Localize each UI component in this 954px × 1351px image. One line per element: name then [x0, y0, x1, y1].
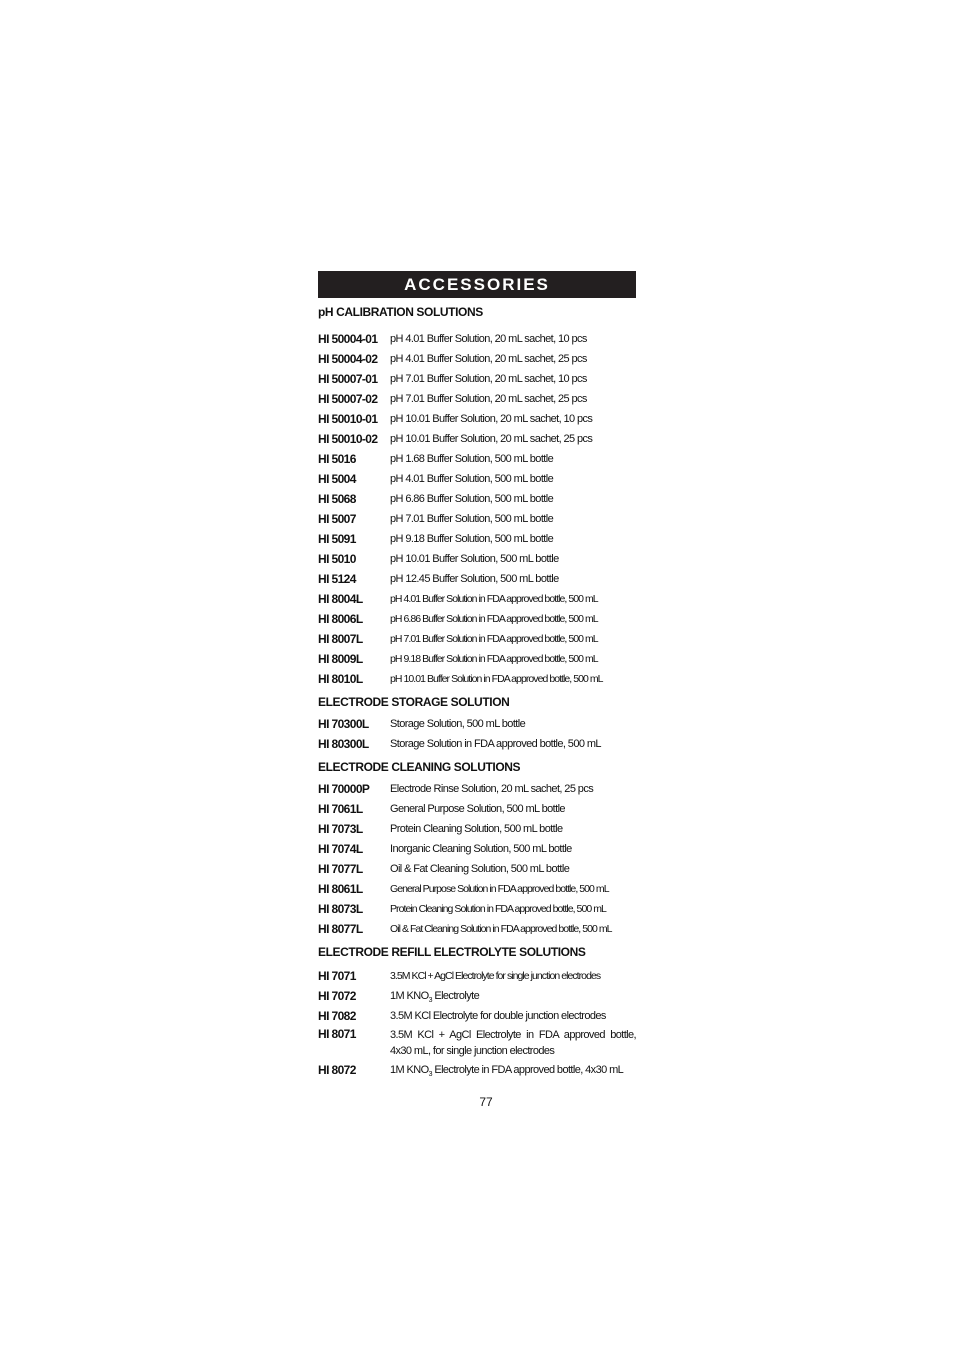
item-code: HI 70300L	[318, 717, 369, 731]
list-item	[318, 632, 636, 652]
item-description: pH 10.01 Buffer Solution, 20 mL sachet, 25 pcs	[390, 433, 593, 445]
item-code: HI 50007-01	[318, 372, 378, 386]
item-description: 3.5M KCl + AgCl Electrolyte in FDA approved bottle, 4x30 mL, for single junction electrodes	[390, 1029, 636, 1057]
cleaning-list	[318, 782, 636, 942]
item-description: Oil & Fat Cleaning Solution in FDA approved bottle, 500 mL	[390, 923, 612, 935]
item-description: General Purpose Solution in FDA approved bottle, 500 mL	[390, 883, 609, 895]
list-item	[318, 492, 636, 512]
item-code: HI 5010	[318, 552, 356, 566]
item-code: HI 7071	[318, 969, 356, 983]
item-description: 3.5M KCl + AgCl Electrolyte for single junction electrodes	[390, 970, 601, 982]
item-description: pH 7.01 Buffer Solution, 20 mL sachet, 25 pcs	[390, 393, 587, 405]
list-item	[318, 532, 636, 552]
item-description: pH 12.45 Buffer Solution, 500 mL bottle	[390, 573, 559, 585]
item-code: HI 8071	[318, 1027, 356, 1041]
item-description: 1M $KNO_3$ Electrolyte	[390, 990, 480, 1005]
accessories-banner: ACCESSORIES	[318, 271, 636, 298]
list-item	[318, 512, 636, 532]
item-description: pH 7.01 Buffer Solution, 20 mL sachet, 10 pcs	[390, 373, 587, 385]
refill-list	[318, 969, 636, 1083]
list-item	[318, 1063, 636, 1083]
list-item	[318, 842, 636, 862]
list-item	[318, 1027, 636, 1063]
item-code: HI 80300L	[318, 737, 369, 751]
item-description: Storage Solution, 500 mL bottle	[390, 718, 526, 730]
list-item	[318, 592, 636, 612]
list-item	[318, 612, 636, 632]
item-description: pH 4.01 Buffer Solution, 20 mL sachet, 10 pcs	[390, 333, 587, 345]
item-description: pH 6.86 Buffer Solution, 500 mL bottle	[390, 493, 554, 505]
list-item	[318, 782, 636, 802]
item-description: pH 7.01 Buffer Solution, 500 mL bottle	[390, 513, 554, 525]
item-code: HI 8004L	[318, 592, 363, 606]
item-description: pH 10.01 Buffer Solution in FDA approved bottle, 500 mL	[390, 673, 603, 685]
list-item	[318, 902, 636, 922]
item-description: pH 6.86 Buffer Solution in FDA approved bottle, 500 mL	[390, 613, 598, 625]
list-item	[318, 472, 636, 492]
item-code: HI 7077L	[318, 862, 363, 876]
list-item	[318, 737, 636, 757]
item-code: HI 50004-01	[318, 332, 378, 346]
list-item	[318, 922, 636, 942]
list-item	[318, 1009, 636, 1027]
section-title-storage: ELECTRODE STORAGE SOLUTION	[318, 695, 510, 709]
item-code: HI 5007	[318, 512, 356, 526]
section-title-ph-calibration: pH CALIBRATION SOLUTIONS	[318, 305, 483, 319]
item-description: pH 9.18 Buffer Solution, 500 mL bottle	[390, 533, 554, 545]
list-item	[318, 717, 636, 737]
list-item	[318, 552, 636, 572]
item-description: 1M $KNO_3$ Electrolyte in FDA approved bottle, 4x30 mL	[390, 1064, 624, 1079]
item-description: Oil & Fat Cleaning Solution, 500 mL bottle	[390, 863, 570, 875]
item-code: HI 8077L	[318, 922, 363, 936]
item-code: HI 5016	[318, 452, 356, 466]
item-code: HI 50007-02	[318, 392, 378, 406]
item-code: HI 8009L	[318, 652, 363, 666]
list-item	[318, 882, 636, 902]
item-description: pH 4.01 Buffer Solution in FDA approved bottle, 500 mL	[390, 593, 598, 605]
item-code: HI 5091	[318, 532, 356, 546]
item-code: HI 50010-02	[318, 432, 378, 446]
list-item	[318, 432, 636, 452]
item-code: HI 7061L	[318, 802, 363, 816]
item-code: HI 8007L	[318, 632, 363, 646]
list-item	[318, 392, 636, 412]
list-item	[318, 572, 636, 592]
accessories-page	[318, 271, 636, 1109]
section-title-cleaning: ELECTRODE CLEANING SOLUTIONS	[318, 760, 521, 774]
item-description: Protein Cleaning Solution, 500 mL bottle	[390, 823, 563, 835]
item-description: pH 9.18 Buffer Solution in FDA approved bottle, 500 mL	[390, 653, 598, 665]
item-description: pH 10.01 Buffer Solution, 20 mL sachet, 10 pcs	[390, 413, 593, 425]
item-description: Inorganic Cleaning Solution, 500 mL bottle	[390, 843, 572, 855]
item-description: Storage Solution in FDA approved bottle, 500 mL	[390, 738, 601, 750]
item-description: pH 4.01 Buffer Solution, 20 mL sachet, 25 pcs	[390, 353, 587, 365]
item-code: HI 8010L	[318, 672, 363, 686]
item-code: HI 50004-02	[318, 352, 378, 366]
section-title-refill: ELECTRODE REFILL ELECTROLYTE SOLUTIONS	[318, 945, 586, 959]
item-code: HI 7072	[318, 989, 356, 1003]
item-code: HI 5068	[318, 492, 356, 506]
storage-list	[318, 717, 636, 757]
item-description: Electrode Rinse Solution, 20 mL sachet, 25 pcs	[390, 783, 594, 795]
item-code: HI 7074L	[318, 842, 363, 856]
list-item	[318, 822, 636, 842]
item-description: pH 1.68 Buffer Solution, 500 mL bottle	[390, 453, 554, 465]
item-code: HI 8006L	[318, 612, 363, 626]
list-item	[318, 452, 636, 472]
item-code: HI 7082	[318, 1009, 356, 1023]
item-description: 3.5M KCl Electrolyte for double junction electrodes	[390, 1010, 606, 1022]
list-item	[318, 352, 636, 372]
item-code: HI 5004	[318, 472, 356, 486]
item-code: HI 7073L	[318, 822, 363, 836]
ph-calibration-list	[318, 332, 636, 692]
item-code: HI 5124	[318, 572, 356, 586]
list-item	[318, 969, 636, 989]
item-code: HI 8073L	[318, 902, 363, 916]
item-description: pH 4.01 Buffer Solution, 500 mL bottle	[390, 473, 554, 485]
item-description: pH 10.01 Buffer Solution, 500 mL bottle	[390, 553, 559, 565]
list-item	[318, 332, 636, 352]
item-description: pH 7.01 Buffer Solution in FDA approved bottle, 500 mL	[390, 633, 598, 645]
list-item	[318, 412, 636, 432]
list-item	[318, 989, 636, 1009]
list-item	[318, 802, 636, 822]
list-item	[318, 372, 636, 392]
list-item	[318, 862, 636, 882]
item-description: General Purpose Solution, 500 mL bottle	[390, 803, 565, 815]
item-description: Protein Cleaning Solution in FDA approved bottle, 500 mL	[390, 903, 606, 915]
item-code: HI 50010-01	[318, 412, 378, 426]
list-item	[318, 672, 636, 692]
item-code: HI 8072	[318, 1063, 356, 1077]
item-code: HI 8061L	[318, 882, 363, 896]
list-item	[318, 652, 636, 672]
item-code: HI 70000P	[318, 782, 370, 796]
page-number: 77	[479, 1095, 493, 1109]
